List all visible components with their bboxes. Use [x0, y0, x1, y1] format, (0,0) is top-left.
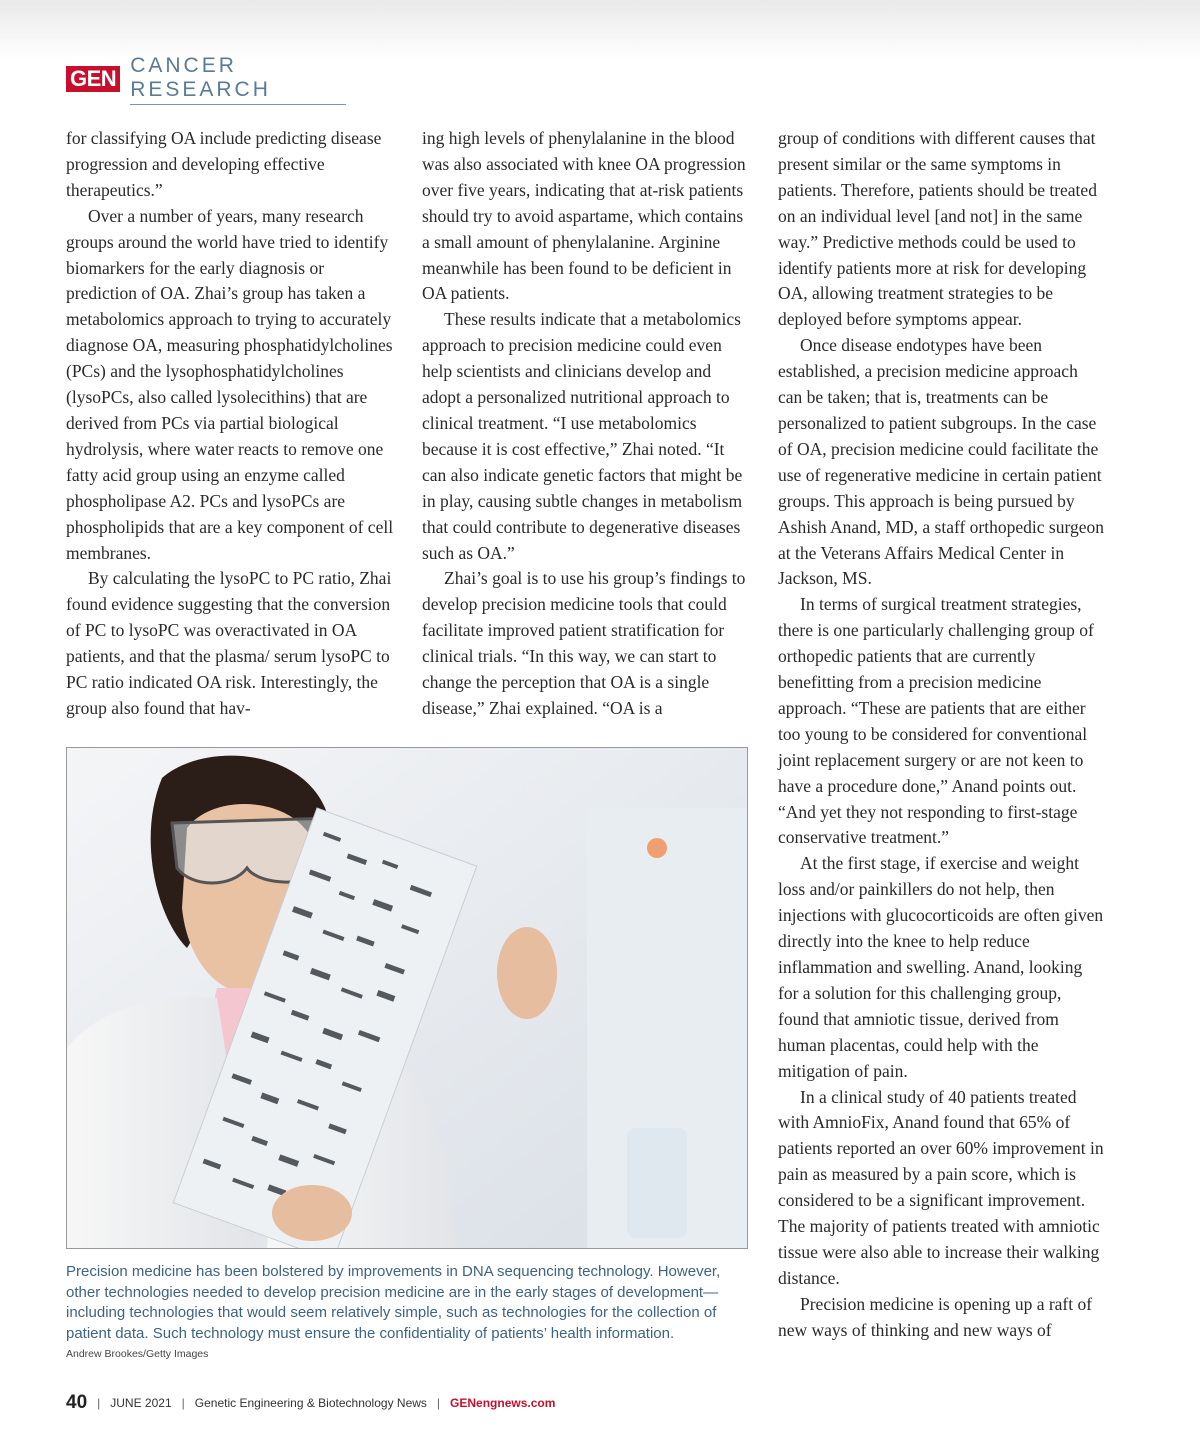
paragraph: At the first stage, if exercise and weight loss and/or painkillers do not help, then injections with glucocorticoids are often given directly into the knee to help reduce inflammation and swelling. Anand, looking for a solution for this challenging group, found that amniotic tissue, derived from human placentas, could help with the mitigation of pain. — [778, 853, 1104, 1081]
paragraph: In terms of surgical treatment strategies, there is one particularly challenging group of orthopedic patients that are currently benefitting from a precision medicine approach. “These are patients that are either too young to be considered for conventional joint replacement surgery or are not keen to have a procedure done,” Anand points out. “And yet they not responding to first-stage conservative treatment.” — [778, 594, 1094, 848]
right-hand — [497, 927, 557, 1019]
lab-bottle-cap — [647, 838, 667, 858]
page-footer — [66, 1392, 555, 1414]
paragraph: Precision medicine is opening up a raft of new ways of thinking and new ways of — [778, 1293, 1093, 1340]
publication-name: Genetic Engineering & Biotechnology News — [194, 1396, 427, 1410]
paragraph: In a clinical study of 40 patients treated with AmnioFix, Anand found that 65% of patients reported an over 60% improvement in pain as measured by a pain score, which is considered to be a significant improvement. The majority of patients treated with amniotic tissue were also able to increase their walking distance. — [778, 1086, 1104, 1288]
paragraph: group of conditions with different causes that present similar or the same symptoms in patients. Therefore, patients should be treated on an individual level [and not] in the same way.” Predictive methods could be used to identify patients more at risk for developing OA, allowing treatment strategies to be deployed before symptoms appear. — [778, 128, 1097, 330]
paragraph: ing high levels of phenylalanine in the blood was also associated with knee OA progression over five years, indicating that at-risk patients should try to avoid aspartame, which contains a small amount of phenylalanine. Arginine meanwhile has been found to be deficient in OA patients. — [422, 128, 746, 304]
article-column-1 — [66, 126, 394, 722]
photo-credit: Andrew Brookes/Getty Images — [66, 1348, 209, 1360]
paragraph: These results indicate that a metabolomics approach to precision medicine could even help scientists and clinicians develop and adopt a personalized nutritional approach to clinical treatment. “I use metabolomics because it is cost effective,” Zhai noted. “It can also indicate genetic factors that might be in play, causing subtle changes in metabolism that could contribute to degenerative diseases such as OA.” — [422, 309, 743, 563]
article-column-3 — [778, 126, 1106, 1344]
paragraph: Once disease endotypes have been established, a precision medicine approach can be taken; that is, treatments can be personalized to patient subgroups. In the case of OA, precision medicine could facilitate the use of regenerative medicine in certain patient groups. This approach is being pursued by Ashish Anand, MD, a staff orthopedic surgeon at the Veterans Affairs Medical Center in Jackson, MS. — [778, 335, 1104, 589]
paragraph: By calculating the lysoPC to PC ratio, Zhai found evidence suggesting that the conversion of PC to lysoPC was overactivated in OA patients, and that the plasma/ serum lysoPC to PC ratio indicated OA risk. Interestingly, the group also found that hav- — [66, 568, 392, 718]
paragraph: Zhai’s goal is to use his group’s findings to develop precision medicine tools that could facilitate improved patient stratification for clinical trials. “In this way, we can start to change the perception that OA is a single disease,” Zhai explained. “OA is a — [422, 568, 746, 718]
footer-separator: | — [436, 1396, 441, 1410]
footer-separator: | — [181, 1396, 185, 1410]
photo-caption: Precision medicine has been bolstered by improvements in DNA sequencing technology. However, other technologies needed to develop precision medicine are in the early stages of development—including technologies that would seem relatively simple, such as technologies for the collection of patient data. Such technology must ensure the confidentiality of patients’ health information. — [66, 1263, 721, 1342]
article-photo — [66, 747, 748, 1249]
left-hand — [272, 1185, 352, 1241]
page-top-shade — [0, 0, 1200, 60]
scientist-photo-illustration — [67, 748, 747, 1248]
footer-separator: | — [97, 1396, 101, 1410]
paragraph: Over a number of years, many research groups around the world have tried to identify biomarkers for the early diagnosis or prediction of OA. Zhai’s group has taken a metabolomics approach to trying to accurately diagnose OA, measuring phosphatidylcholines (PCs) and the lysophosphatidylcholines (lysoPCs, also called lysolecithins) that are derived from PCs via partial biological hydrolysis, where water reacts to remove one fatty acid group using an enzyme called phospholipase A2. PCs and lysoPCs are phospholipids that are a key component of cell membranes. — [66, 205, 394, 563]
page-number: 40 — [66, 1392, 88, 1413]
website-link[interactable]: GENengnews.com — [450, 1396, 556, 1410]
lab-glassware — [627, 1128, 687, 1238]
gen-logo: GEN — [66, 66, 120, 92]
section-title: CANCER RESEARCH — [130, 54, 346, 105]
issue-date: JUNE 2021 — [110, 1396, 172, 1410]
paragraph: for classifying OA include predicting disease progression and developing effective therapeutics.” — [66, 128, 382, 200]
page-header — [66, 53, 346, 101]
article-column-2 — [422, 126, 750, 722]
